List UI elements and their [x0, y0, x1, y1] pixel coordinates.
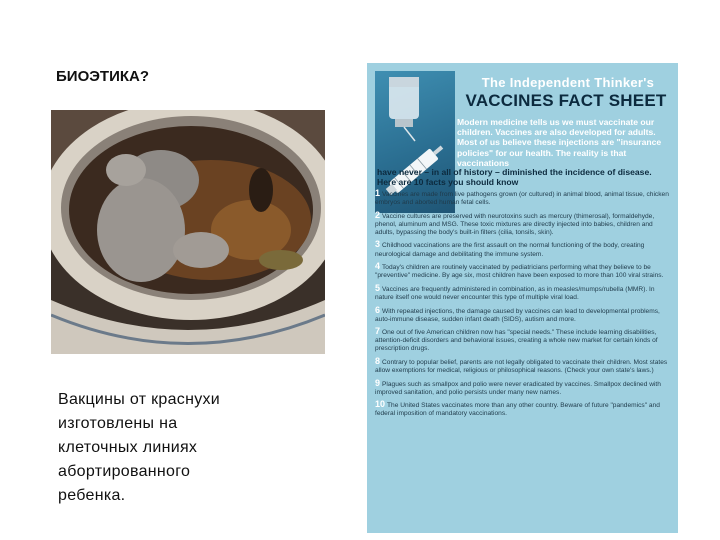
caption-line: клеточных линиях	[58, 439, 198, 456]
fact-text: One out of five American children now has "special needs." These include learning disabilities, attention-deficit disorders and behavioral issues, creating a whole new market for certain kinds of prescription drugs.	[375, 329, 658, 353]
fact-sheet-title: VACCINES FACT SHEET	[465, 91, 667, 110]
fact-text: The United States vaccinates more than any other country. Beware of future "pandemics" and federal imposition of mandatory vaccinations.	[375, 402, 660, 418]
fact-text: Vaccines are made from live pathogens grown (or cultured) in animal blood, animal tissue, chicken embryos and aborted human fetal cells.	[375, 191, 669, 207]
fact-item	[375, 327, 673, 353]
fact-item	[375, 240, 673, 258]
fact-number: 4	[375, 261, 381, 272]
fact-item	[375, 189, 673, 207]
fact-text: With repeated injections, the damage caused by vaccines can lead to developmental problems, auto-immune disease, sudden infant death (SIDS), autism and more.	[375, 307, 660, 323]
fact-text: Vaccines are frequently administered in combination, as in measles/mumps/rubella (MMR). In nature itself one would never encounter this type of multiple viral load.	[375, 285, 655, 301]
caption-line: Вакцины от краснухи	[58, 391, 221, 408]
fact-number: 6	[375, 304, 381, 315]
caption	[58, 388, 258, 508]
fact-number: 8	[375, 356, 381, 366]
caption-line: абортированного	[58, 463, 191, 480]
fact-text: Vaccine cultures are preserved with neurotoxins such as mercury (thimerosal), formaldehyde, phenol, aluminum and MSG. These toxic mixtures are directly injected into babies, children and adults, bypassing the body's built-in filters (cilia, tonsils, skin).	[375, 212, 655, 236]
bowl-photo	[51, 110, 325, 354]
fact-item	[375, 306, 673, 324]
fact-text: Childhood vaccinations are the first assault on the normal functioning of the body, creating neurological damage and debilitating the immune system.	[375, 242, 645, 258]
fact-text: Contrary to popular belief, parents are not legally obligated to vaccinate their children. Most states allow exemptions for medical, religious or philosophical reasons. (Check your own state's laws.)	[375, 359, 668, 375]
fact-number: 9	[375, 377, 381, 388]
fact-item	[375, 262, 673, 280]
fact-number: 1	[375, 188, 381, 198]
fact-text: Plagues such as smallpox and polio were never eradicated by vaccines. Smallpox declined with improved sanitation, and polio persists under many new names.	[375, 380, 661, 396]
fact-number: 3	[375, 239, 381, 250]
fact-item	[375, 400, 673, 418]
fact-sheet-intro: Modern medicine tells us we must vaccinate our children. Vaccines are also developed for adults. Most of us believe these injections are "insurance policies" for our health. The reality is that vaccinations	[457, 117, 662, 168]
fact-item	[375, 357, 673, 375]
fact-list	[375, 189, 673, 422]
caption-line: ребенка.	[58, 487, 126, 504]
fact-number: 2	[375, 209, 381, 220]
caption-line: изготовлены на	[58, 415, 178, 432]
slide-title: БИОЭТИКА?	[56, 68, 149, 85]
fact-sheet-intro-continued: have never – in all of history – diminished the incidence of disease. Here are 10 facts you should know	[377, 167, 652, 188]
fact-item	[375, 284, 673, 302]
fact-sheet-subtitle: The Independent Thinker's	[481, 75, 655, 90]
fact-number: 7	[375, 326, 381, 337]
bowl-photo-illustration	[51, 110, 325, 354]
vaccines-fact-sheet	[367, 63, 678, 533]
fact-number: 10	[375, 399, 386, 410]
fact-item	[375, 379, 673, 397]
fact-item	[375, 211, 673, 237]
fact-number: 5	[375, 282, 381, 293]
fact-text: Today's children are routinely vaccinated by pediatricians performing what they believe to be "preventive" medicine. By age six, most children have been exposed to more than 100 viral strains.	[375, 264, 664, 280]
